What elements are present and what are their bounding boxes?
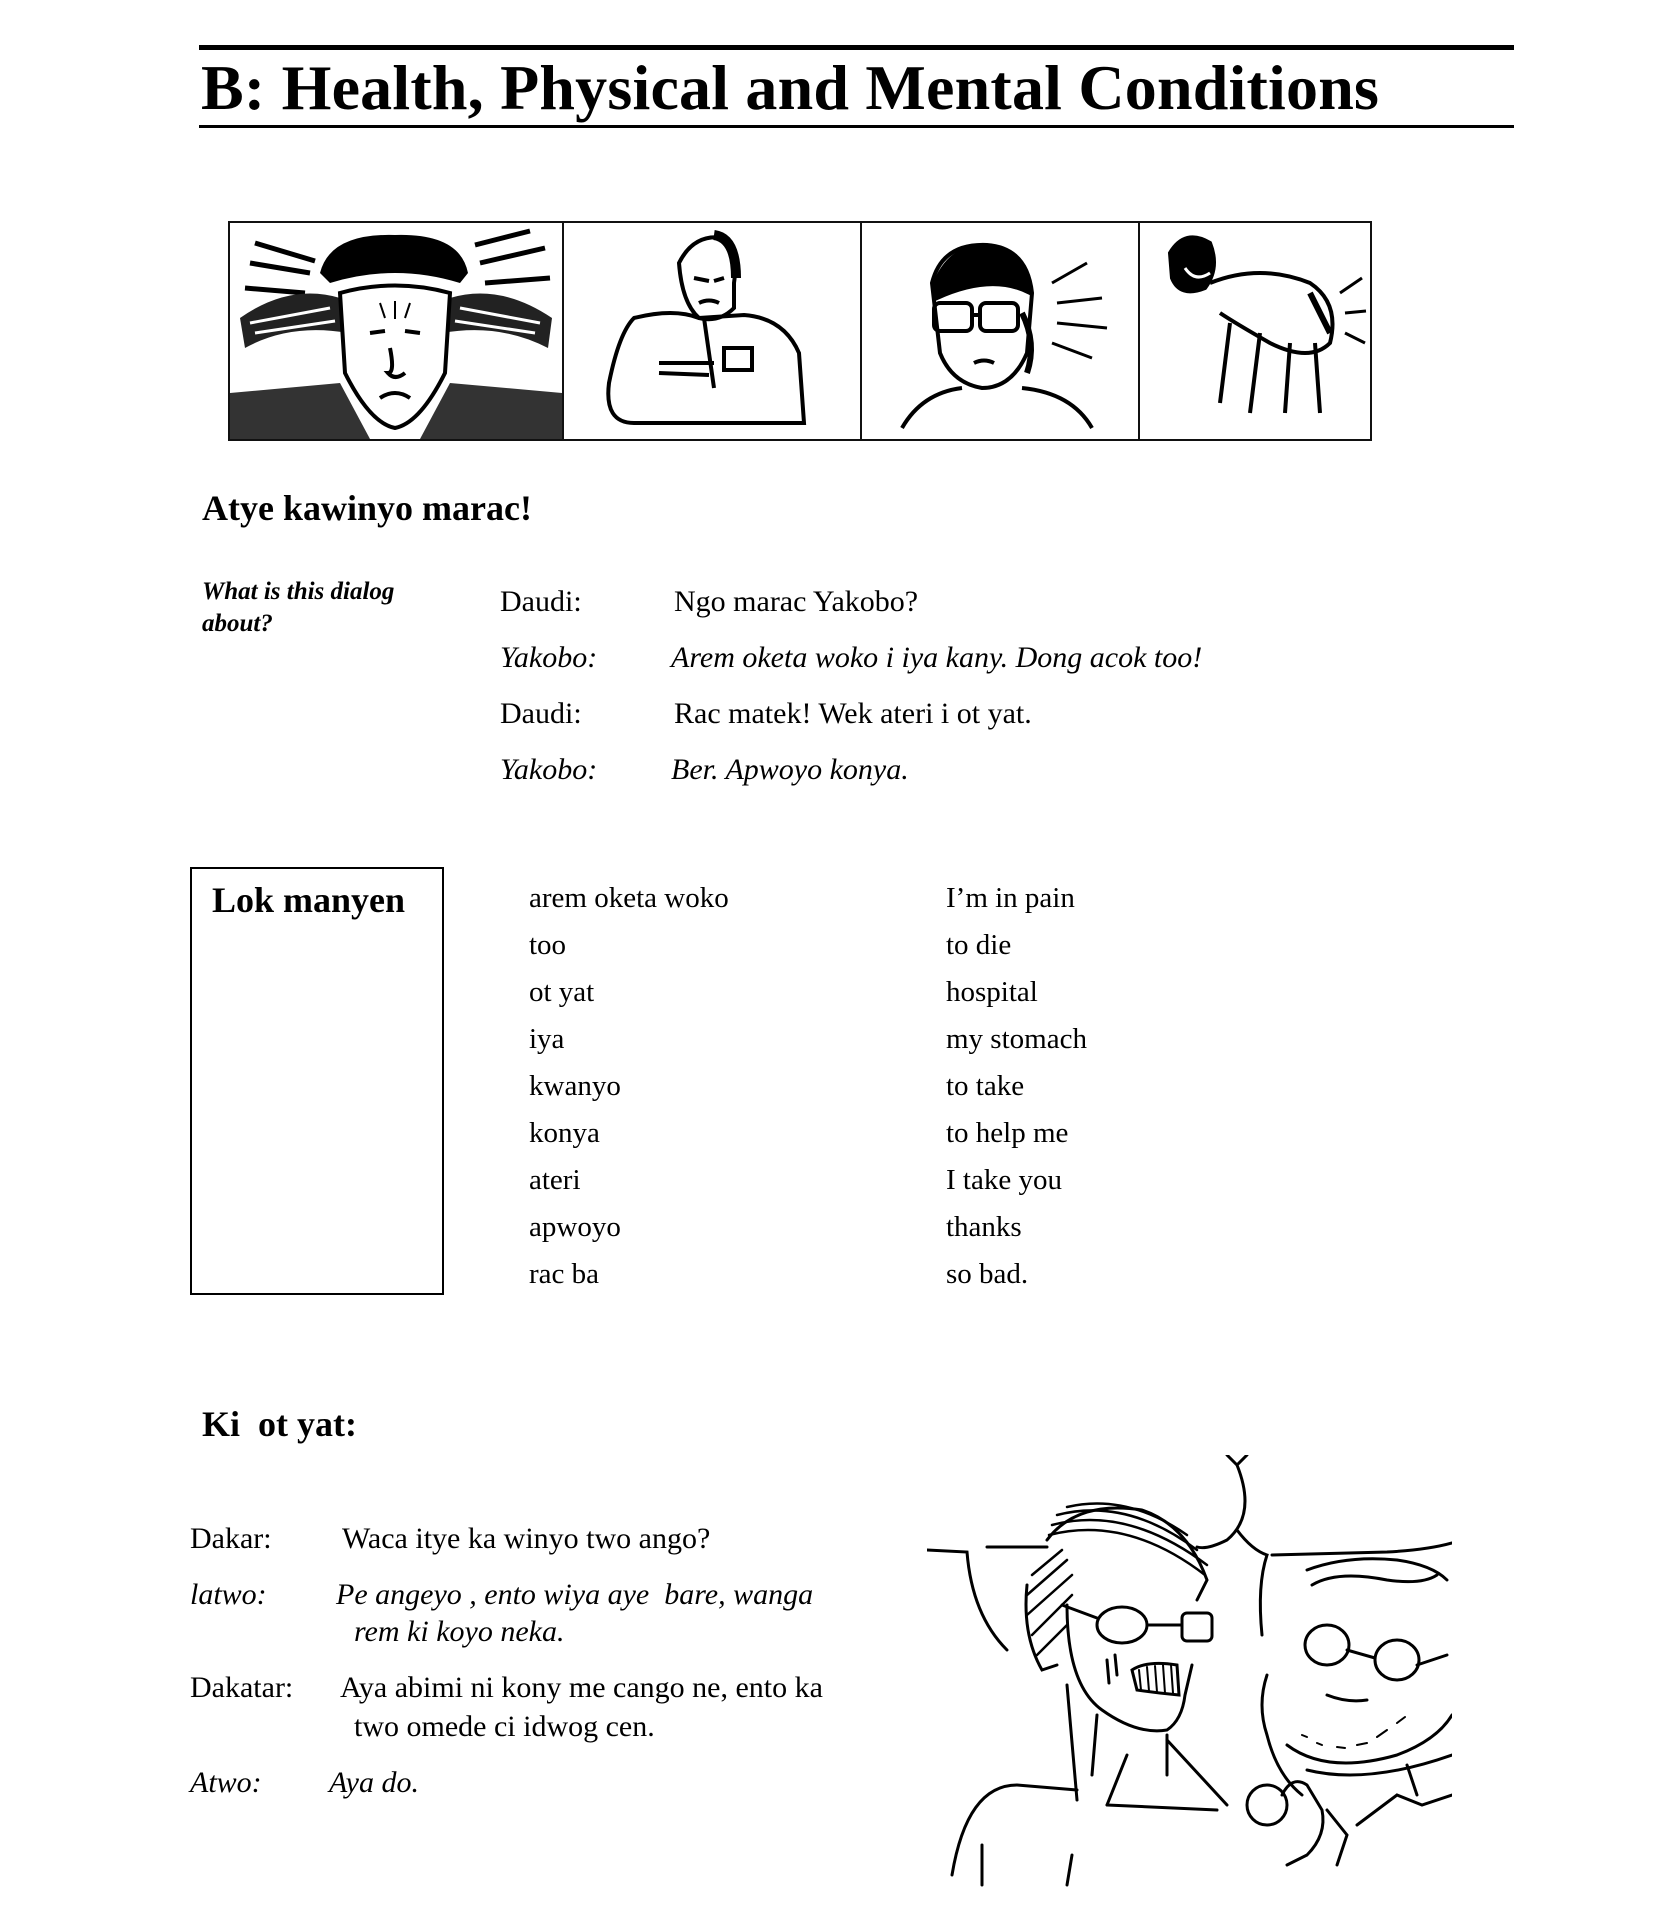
vocabulary-box-title: Lok manyen <box>212 880 406 920</box>
headache-person-icon <box>230 223 562 439</box>
section-heading-hospital: Ki ot yat: <box>202 1404 357 1444</box>
backache-person-icon <box>1140 223 1370 439</box>
dialog-speaker: Yakobo: <box>500 641 598 674</box>
vocab-term: iya <box>529 1023 565 1055</box>
vocab-meaning: thanks <box>946 1211 1022 1243</box>
vocabulary-box <box>190 867 444 1295</box>
vocab-term: too <box>529 929 567 961</box>
vocab-term: ateri <box>529 1164 581 1196</box>
dialog-speaker: Daudi: <box>500 585 582 618</box>
doctor-illustration <box>927 1455 1452 1892</box>
vocab-term: ot yat <box>529 976 595 1008</box>
doctor-patient-icon <box>927 1455 1452 1892</box>
vocab-term: rac ba <box>529 1258 600 1290</box>
dialog-line: Arem oketa woko i iya kany. Dong acok too! <box>671 641 1203 674</box>
dialog-speaker: latwo: <box>190 1578 267 1611</box>
illustration-strip <box>228 221 1372 443</box>
dialog-speaker: Dakatar: <box>190 1671 294 1704</box>
dialog-question: What is this dialog about? <box>202 578 395 637</box>
section-heading-dialog: Atye kawinyo marac! <box>202 488 532 528</box>
vocab-meaning: to die <box>946 929 1012 961</box>
vocab-term: konya <box>529 1117 600 1149</box>
panel-backache <box>1138 221 1372 441</box>
vocab-meaning: I take you <box>946 1164 1062 1196</box>
chest-pain-person-icon <box>564 223 860 439</box>
vocab-meaning: I’m in pain <box>946 882 1075 914</box>
dialog-speaker: Daudi: <box>500 697 582 730</box>
panel-chest-pain <box>562 221 862 441</box>
panel-toothache <box>860 221 1140 441</box>
dialog-line: Waca itye ka winyo two ango? <box>342 1522 711 1555</box>
page-title: B: Health, Physical and Mental Conditions <box>201 52 1380 123</box>
dialog-line: Pe angeyo , ento wiya aye bare, wanga <box>336 1578 814 1611</box>
dialog-line: Rac matek! Wek ateri i ot yat. <box>674 697 1032 730</box>
vocab-term: arem oketa woko <box>529 882 729 914</box>
dialog-speaker: Atwo: <box>190 1766 262 1799</box>
title-bottom-rule <box>199 125 1514 128</box>
dialog-line: Ngo marac Yakobo? <box>674 585 919 618</box>
vocab-meaning: hospital <box>946 976 1038 1008</box>
dialog-line: Aya do. <box>329 1766 419 1799</box>
panel-headache <box>228 221 564 441</box>
vocab-meaning: to help me <box>946 1117 1069 1149</box>
vocab-meaning: my stomach <box>946 1023 1087 1055</box>
dialog-speaker: Dakar: <box>190 1522 272 1555</box>
dialog-line: Aya abimi ni kony me cango ne, ento ka <box>340 1671 823 1704</box>
dialog-line-continued: rem ki koyo neka. <box>354 1615 565 1648</box>
dialog-line: Ber. Apwoyo konya. <box>671 753 909 786</box>
toothache-person-icon <box>862 223 1138 439</box>
vocab-term: kwanyo <box>529 1070 621 1102</box>
dialog-line-continued: two omede ci idwog cen. <box>354 1710 655 1743</box>
vocab-meaning: so bad. <box>946 1258 1029 1290</box>
dialog-speaker: Yakobo: <box>500 753 598 786</box>
vocab-meaning: to take <box>946 1070 1025 1102</box>
title-top-rule <box>199 45 1514 50</box>
vocab-term: apwoyo <box>529 1211 621 1243</box>
